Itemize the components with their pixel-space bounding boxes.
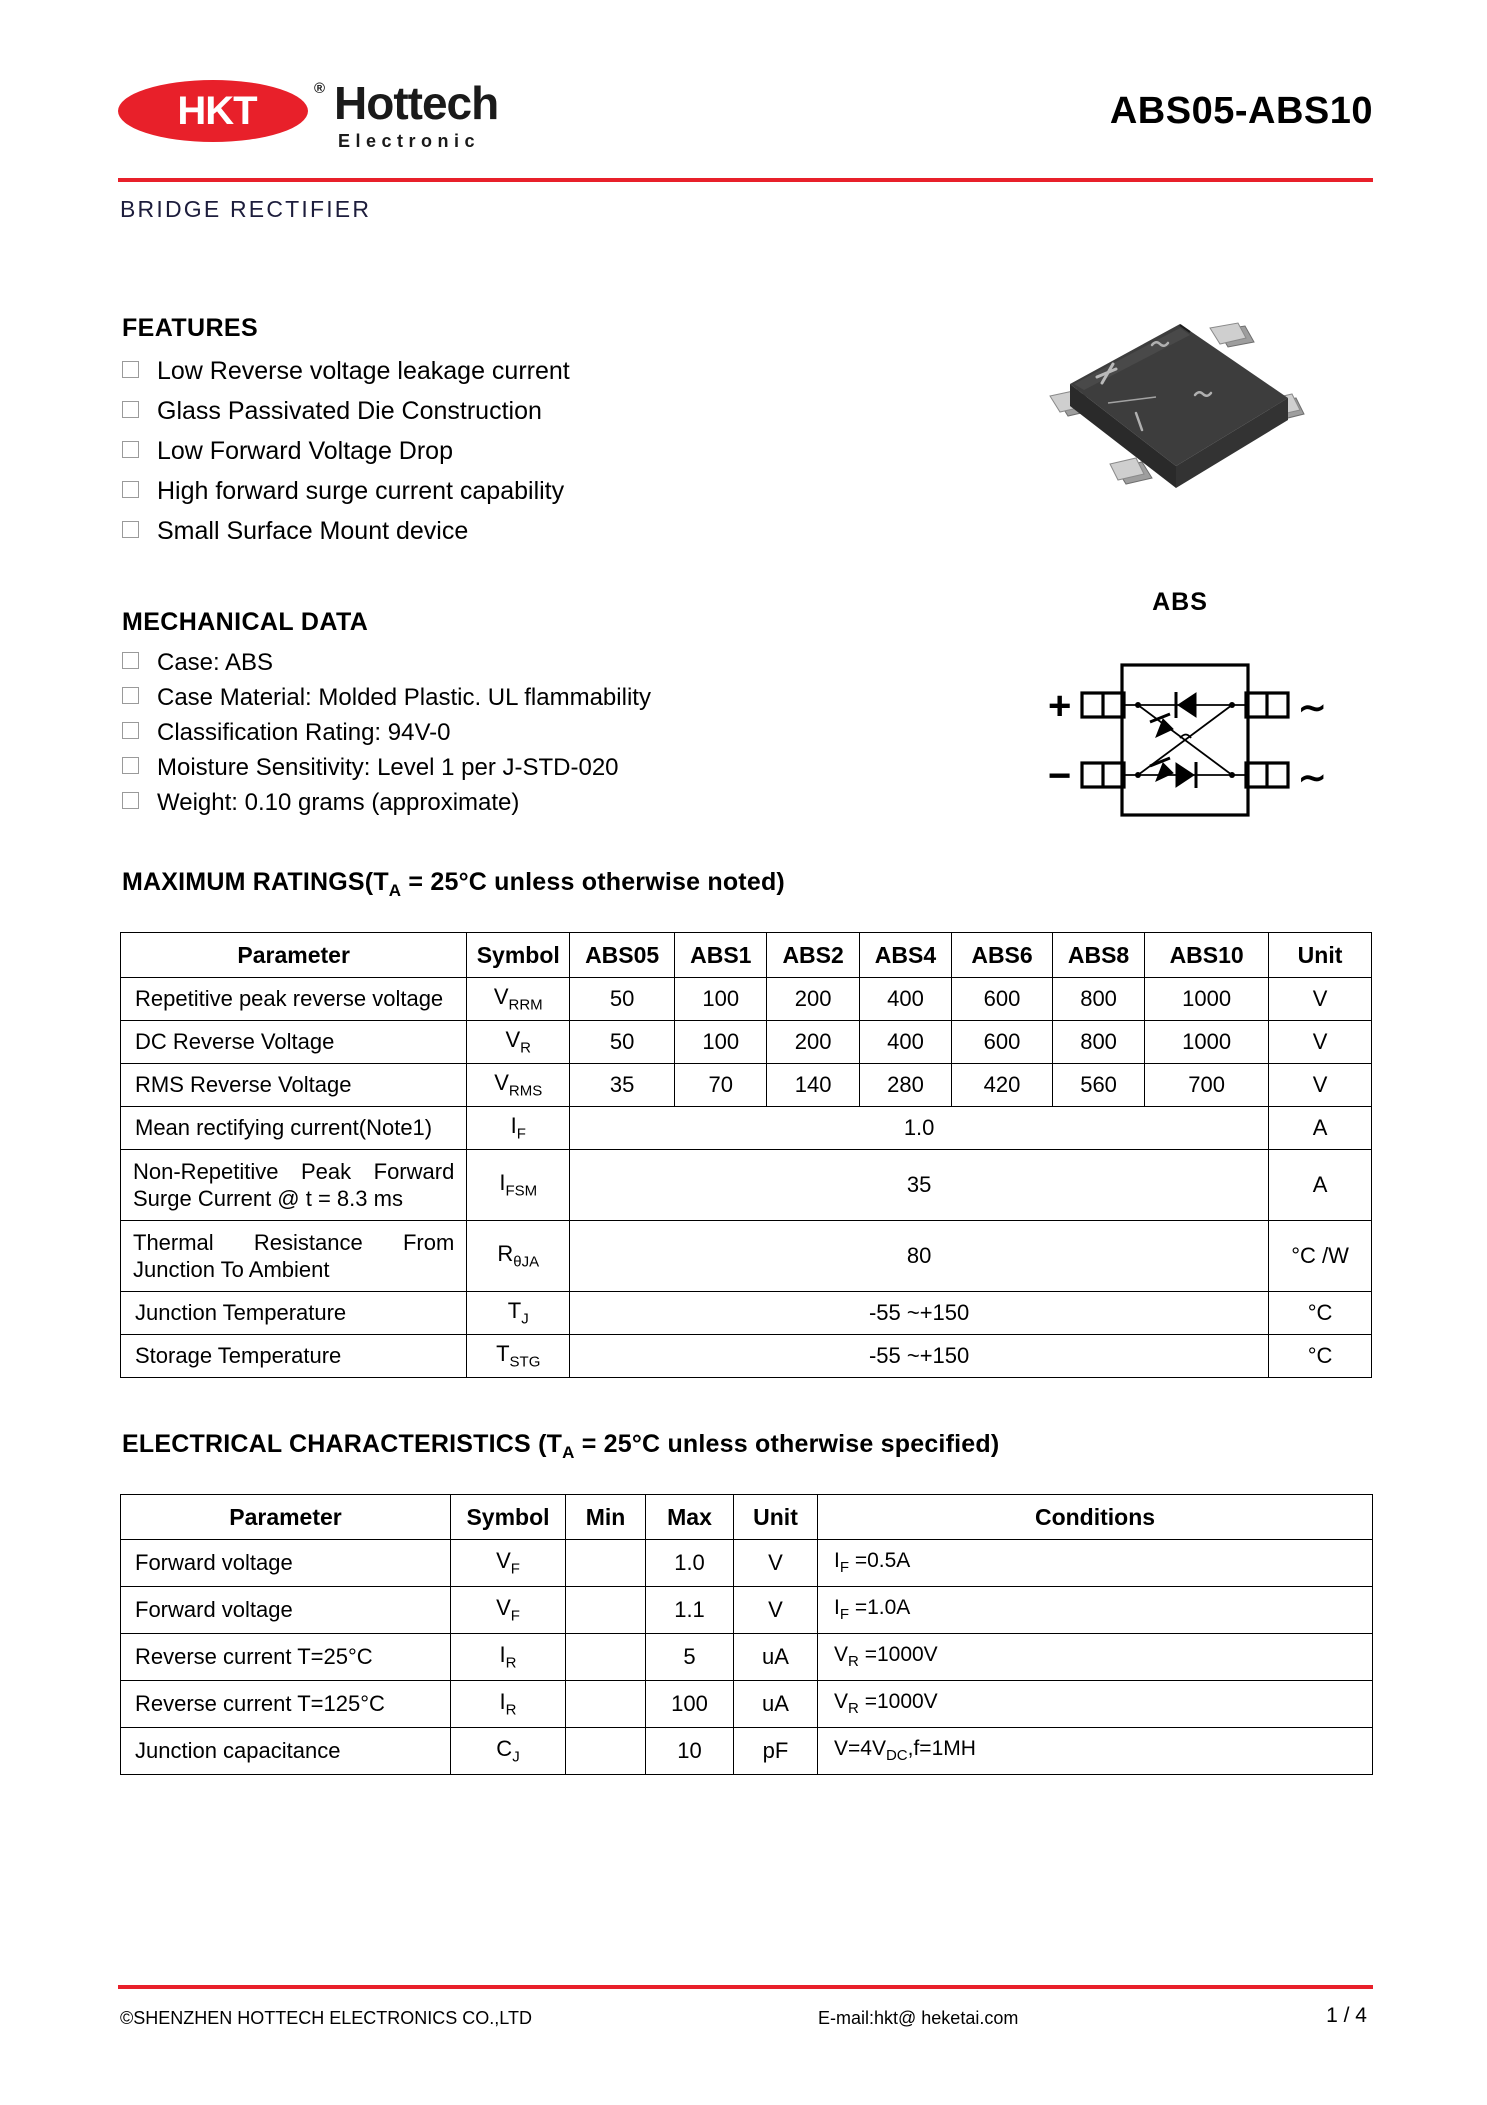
registered-trademark-icon: ®	[314, 80, 326, 97]
cell-value: 200	[767, 1021, 859, 1064]
symbol-sub: R	[520, 1039, 532, 1057]
col-abs10: ABS10	[1145, 933, 1269, 978]
footer-copyright: ©SHENZHEN HOTTECH ELECTRONICS CO.,LTD	[120, 2008, 532, 2028]
col-symbol: Symbol	[467, 933, 570, 978]
table-row	[121, 1107, 1372, 1150]
electrical-cond-pre: (T	[530, 1430, 563, 1458]
cell-conditions	[818, 1634, 1373, 1681]
table-row	[121, 1587, 1373, 1634]
cell-parameter: Repetitive peak reverse voltage	[121, 978, 467, 1021]
max-ratings-cond-sub: A	[388, 881, 402, 900]
footer-page-number: 1 / 4	[1326, 2004, 1367, 2027]
symbol-base: V	[496, 1547, 511, 1573]
cell-symbol	[451, 1587, 566, 1634]
cell-conditions	[818, 1587, 1373, 1634]
symbol-base: I	[499, 1169, 506, 1195]
page-title: ABS05-ABS10	[1109, 90, 1373, 132]
logo-subbrand-text: Electronic	[338, 131, 481, 151]
electrical-title	[122, 1430, 999, 1463]
col-abs4: ABS4	[859, 933, 951, 978]
feature-text: Low Reverse voltage leakage current	[157, 357, 570, 385]
terminal-ac-top-label: ∼	[1298, 689, 1327, 727]
cell-value: 70	[675, 1064, 767, 1107]
max-ratings-cond-post: = 25°C unless otherwise noted)	[401, 868, 785, 896]
table-header-row	[121, 1495, 1373, 1540]
cond-pre: V	[834, 1690, 849, 1714]
cell-symbol	[467, 978, 570, 1021]
square-bullet-icon	[122, 401, 139, 418]
table-row	[121, 1150, 1372, 1221]
bridge-rectifier-icon	[1030, 645, 1360, 835]
col-unit: Unit	[734, 1495, 818, 1540]
symbol-sub: RMS	[508, 1082, 543, 1100]
features-heading: FEATURES	[122, 314, 259, 342]
square-bullet-icon	[122, 481, 139, 498]
feature-text: Small Surface Mount device	[157, 517, 469, 545]
cell-unit: A	[1269, 1107, 1372, 1150]
list-item	[122, 645, 822, 680]
cell-symbol	[451, 1634, 566, 1681]
cell-value: 700	[1145, 1064, 1269, 1107]
symbol-sub: STG	[509, 1353, 541, 1371]
col-max: Max	[646, 1495, 734, 1540]
cell-unit: V	[1269, 978, 1372, 1021]
cond-pre: V	[834, 1643, 849, 1667]
symbol-base: R	[497, 1240, 514, 1266]
cell-parameter: Forward voltage	[121, 1587, 451, 1634]
col-abs05: ABS05	[570, 933, 675, 978]
col-conditions: Conditions	[818, 1495, 1373, 1540]
feature-text: Glass Passivated Die Construction	[157, 397, 542, 425]
table-row	[121, 1064, 1372, 1107]
cond-post: =1000V	[858, 1643, 938, 1667]
symbol-base: I	[499, 1688, 506, 1714]
cell-unit: V	[1269, 1021, 1372, 1064]
logo-hkt-text: HKT	[177, 89, 257, 133]
logo-brand-text: Hottech	[334, 77, 499, 129]
col-min: Min	[566, 1495, 646, 1540]
terminal-ac-bottom-label: ∼	[1298, 759, 1327, 797]
cell-symbol	[467, 1292, 570, 1335]
cell-value-span: 35	[570, 1150, 1269, 1221]
symbol-base: I	[510, 1112, 517, 1138]
cell-conditions	[818, 1681, 1373, 1728]
cell-value: 50	[570, 1021, 675, 1064]
cell-value: 600	[952, 978, 1053, 1021]
cell-unit: uA	[734, 1681, 818, 1728]
col-abs1: ABS1	[675, 933, 767, 978]
table-row	[121, 1634, 1373, 1681]
square-bullet-icon	[122, 361, 139, 378]
page-header	[118, 58, 1373, 168]
cell-value: 600	[952, 1021, 1053, 1064]
symbol-sub: R	[505, 1654, 517, 1672]
symbol-sub: R	[505, 1701, 517, 1719]
cell-value-span: -55 ~+150	[570, 1335, 1269, 1378]
symbol-base: T	[507, 1297, 522, 1323]
cell-parameter: Junction capacitance	[121, 1728, 451, 1775]
square-bullet-icon	[122, 687, 139, 704]
cell-max: 5	[646, 1634, 734, 1681]
cell-unit: V	[1269, 1064, 1372, 1107]
document-subtitle: BRIDGE RECTIFIER	[120, 196, 372, 222]
cell-value: 400	[859, 978, 951, 1021]
cell-unit: °C	[1269, 1292, 1372, 1335]
cell-value: 420	[952, 1064, 1053, 1107]
mechanical-list	[122, 645, 822, 820]
cell-unit: °C	[1269, 1335, 1372, 1378]
col-parameter: Parameter	[121, 1495, 451, 1540]
cell-value-span: -55 ~+150	[570, 1292, 1269, 1335]
cell-parameter: Reverse current T=25°C	[121, 1634, 451, 1681]
cell-value: 200	[767, 978, 859, 1021]
electrical-title-main: ELECTRICAL CHARACTERISTICS	[122, 1430, 531, 1458]
symbol-sub: θJA	[513, 1253, 540, 1271]
cell-parameter: Reverse current T=125°C	[121, 1681, 451, 1728]
symbol-sub: F	[510, 1560, 520, 1578]
page-footer	[118, 2000, 1373, 2040]
feature-text: Low Forward Voltage Drop	[157, 437, 453, 465]
cell-value-span: 1.0	[570, 1107, 1269, 1150]
param-line-1: Thermal Resistance From	[133, 1229, 455, 1255]
cell-symbol	[467, 1221, 570, 1292]
cell-unit: pF	[734, 1728, 818, 1775]
mechanical-data-section	[122, 608, 822, 820]
cell-value: 35	[570, 1064, 675, 1107]
cell-symbol	[451, 1681, 566, 1728]
table-row	[121, 1221, 1372, 1292]
cond-post: =1.0A	[849, 1596, 911, 1620]
list-item	[122, 431, 762, 471]
mechanical-text: Moisture Sensitivity: Level 1 per J-STD-020	[157, 754, 619, 781]
cell-value: 800	[1052, 1021, 1144, 1064]
col-abs6: ABS6	[952, 933, 1053, 978]
symbol-sub: F	[516, 1125, 526, 1143]
cell-parameter: Mean rectifying current(Note1)	[121, 1107, 467, 1150]
table-header-row	[121, 933, 1372, 978]
cell-value: 100	[675, 1021, 767, 1064]
features-list	[122, 351, 762, 551]
table-row	[121, 1728, 1373, 1775]
footer-email: E-mail:hkt@ heketai.com	[818, 2008, 1019, 2028]
square-bullet-icon	[122, 652, 139, 669]
cell-parameter: Forward voltage	[121, 1540, 451, 1587]
square-bullet-icon	[122, 521, 139, 538]
square-bullet-icon	[122, 792, 139, 809]
cell-min	[566, 1540, 646, 1587]
cell-unit: °C /W	[1269, 1221, 1372, 1292]
electrical-cond-sub: A	[562, 1443, 575, 1462]
cell-value: 280	[859, 1064, 951, 1107]
cell-max: 100	[646, 1681, 734, 1728]
cond-sub: DC	[885, 1747, 908, 1765]
table-row	[121, 1021, 1372, 1064]
cond-sub: R	[848, 1653, 859, 1671]
electrical-table	[120, 1494, 1373, 1775]
list-item	[122, 680, 822, 715]
cell-unit: V	[734, 1587, 818, 1634]
cell-parameter: DC Reverse Voltage	[121, 1021, 467, 1064]
cell-parameter: Storage Temperature	[121, 1335, 467, 1378]
symbol-base: V	[505, 1026, 521, 1052]
list-item	[122, 471, 762, 511]
symbol-base: V	[493, 983, 509, 1009]
mechanical-heading: MECHANICAL DATA	[122, 608, 369, 636]
square-bullet-icon	[122, 722, 139, 739]
cell-parameter	[121, 1150, 467, 1221]
list-item	[122, 750, 822, 785]
cell-max: 10	[646, 1728, 734, 1775]
symbol-base: T	[496, 1340, 510, 1366]
symbol-base: V	[496, 1594, 511, 1620]
max-ratings-table	[120, 932, 1372, 1378]
cell-min	[566, 1634, 646, 1681]
table-row	[121, 1540, 1373, 1587]
symbol-sub: J	[512, 1748, 520, 1766]
symbol-base: V	[494, 1069, 509, 1095]
cell-max: 1.1	[646, 1587, 734, 1634]
features-section	[122, 314, 762, 551]
cell-value: 800	[1052, 978, 1144, 1021]
table-row	[121, 1681, 1373, 1728]
symbol-sub: RRM	[508, 996, 543, 1014]
cond-pre: I	[834, 1596, 840, 1620]
cell-symbol	[451, 1540, 566, 1587]
max-ratings-cond-pre: (T	[364, 868, 389, 896]
param-line-2: Surge Current @ t = 8.3 ms	[133, 1186, 403, 1211]
col-unit: Unit	[1269, 933, 1372, 978]
mechanical-text: Case Material: Molded Plastic. UL flammability	[157, 684, 651, 711]
cell-value: 1000	[1145, 978, 1269, 1021]
cell-value: 100	[675, 978, 767, 1021]
cell-unit: uA	[734, 1634, 818, 1681]
cell-value: 50	[570, 978, 675, 1021]
cell-symbol	[467, 1107, 570, 1150]
symbol-base: C	[496, 1735, 513, 1761]
list-item	[122, 511, 762, 551]
cell-symbol	[467, 1064, 570, 1107]
cell-max: 1.0	[646, 1540, 734, 1587]
param-line-2: Junction To Ambient	[133, 1257, 330, 1282]
cond-sub: F	[839, 1559, 850, 1577]
feature-text: High forward surge current capability	[157, 477, 565, 505]
symbol-base: I	[499, 1641, 506, 1667]
cell-value: 560	[1052, 1064, 1144, 1107]
cell-value: 1000	[1145, 1021, 1269, 1064]
symbol-sub: J	[521, 1310, 529, 1328]
terminal-minus-label: −	[1048, 754, 1072, 798]
electrical-cond-post: = 25°C unless otherwise specified)	[574, 1430, 1000, 1458]
table-row	[121, 978, 1372, 1021]
cell-conditions	[818, 1728, 1373, 1775]
square-bullet-icon	[122, 441, 139, 458]
list-item	[122, 391, 762, 431]
cell-min	[566, 1681, 646, 1728]
cell-value: 140	[767, 1064, 859, 1107]
cell-symbol	[467, 1335, 570, 1378]
cond-post: =1000V	[858, 1690, 938, 1714]
cell-symbol	[467, 1150, 570, 1221]
table-row	[121, 1292, 1372, 1335]
cond-pre: V=4V	[834, 1737, 886, 1761]
symbol-sub: FSM	[505, 1182, 538, 1200]
col-abs2: ABS2	[767, 933, 859, 978]
col-parameter: Parameter	[121, 933, 467, 978]
cell-parameter: RMS Reverse Voltage	[121, 1064, 467, 1107]
cell-conditions	[818, 1540, 1373, 1587]
cell-min	[566, 1728, 646, 1775]
header-divider	[118, 178, 1373, 182]
cell-symbol	[451, 1728, 566, 1775]
cond-post: =0.5A	[849, 1549, 911, 1573]
param-line-1: Non-Repetitive Peak Forward	[133, 1158, 455, 1184]
mechanical-text: Weight: 0.10 grams (approximate)	[157, 789, 520, 816]
symbol-sub: F	[510, 1607, 520, 1625]
cell-value-span: 80	[570, 1221, 1269, 1292]
terminal-plus-label: +	[1048, 684, 1072, 728]
cell-value: 400	[859, 1021, 951, 1064]
cell-unit: A	[1269, 1150, 1372, 1221]
cond-sub: R	[848, 1700, 859, 1718]
bridge-schematic	[1030, 645, 1360, 835]
max-ratings-title-main: MAXIMUM RATINGS	[122, 868, 365, 896]
cond-post: ,f=1MH	[907, 1737, 976, 1761]
col-abs8: ABS8	[1052, 933, 1144, 978]
package-label: ABS	[1152, 588, 1208, 616]
col-symbol: Symbol	[451, 1495, 566, 1540]
cond-pre: I	[834, 1549, 840, 1573]
company-logo	[118, 58, 558, 158]
footer-divider	[118, 1985, 1373, 1989]
mechanical-text: Case: ABS	[157, 649, 274, 676]
max-ratings-title	[122, 868, 785, 901]
package-3d-icon	[1040, 318, 1320, 518]
cell-parameter	[121, 1221, 467, 1292]
package-photo	[1040, 318, 1320, 518]
cell-symbol	[467, 1021, 570, 1064]
cell-parameter: Junction Temperature	[121, 1292, 467, 1335]
square-bullet-icon	[122, 757, 139, 774]
table-row	[121, 1335, 1372, 1378]
list-item	[122, 785, 822, 820]
cell-unit: V	[734, 1540, 818, 1587]
mechanical-text: Classification Rating: 94V-0	[157, 719, 451, 746]
list-item	[122, 351, 762, 391]
cond-sub: F	[839, 1606, 850, 1624]
cell-min	[566, 1587, 646, 1634]
list-item	[122, 715, 822, 750]
